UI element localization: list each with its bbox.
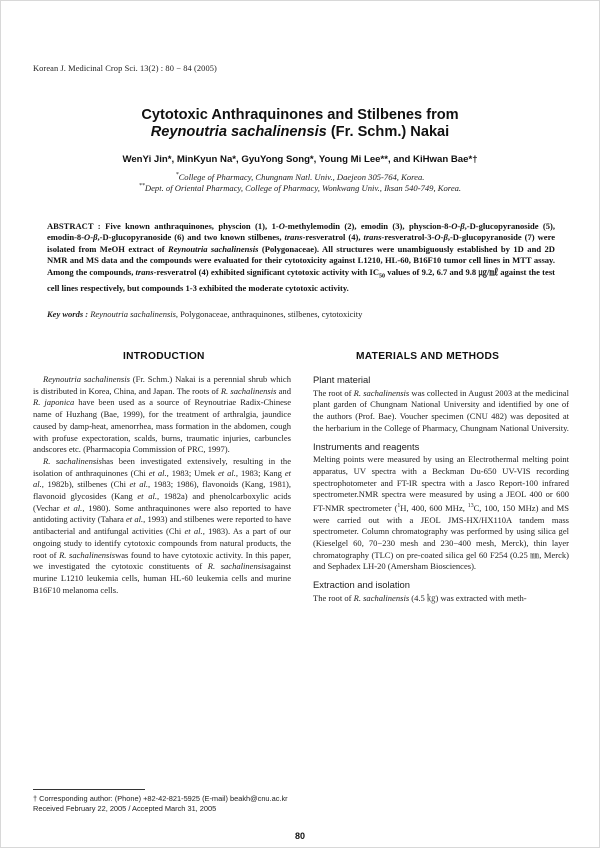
author-5: KiHwan Bae*†: [413, 154, 478, 165]
intro-italic: R. sachalinensis: [220, 385, 277, 396]
keywords-species: Reynoutria sachalinensis: [90, 309, 176, 319]
abstract: [47, 221, 555, 294]
methods-superscript: 1: [397, 503, 401, 510]
affiliation-2-text: Dept. of Oriental Pharmacy, College of Pharmacy, Wonkwang Univ., Iksan 540-749, Korea.: [144, 183, 462, 193]
extraction-paragraph: [313, 593, 569, 605]
methods-superscript: 13: [467, 503, 474, 510]
intro-italic: et al.: [129, 479, 148, 490]
methods-text: (4.5 ㎏) was extracted with meth-: [409, 592, 527, 603]
abstract-text: -resveratrol (4) exhibited significant cytotoxic activity with IC: [153, 266, 380, 277]
intro-text: , 1993) and stilbenes were reported to have antibacterial and antifungal activities (Chi: [33, 514, 292, 537]
abstract-text: -methylemodin (2), emodin (3), physcion-8-: [284, 221, 452, 231]
affiliation-1-mark: *: [175, 172, 179, 179]
abstract-subscript: 50: [379, 273, 386, 280]
abstract-italic: O: [278, 221, 285, 231]
abstract-italic: O: [451, 221, 458, 231]
methods-text: The root of: [313, 592, 354, 603]
abstract-text: values of 9.2, 6.7 and 9.8 ㎍/㎖ against the test cell lines respectively, but compounds 1-3 exhibited the moderate cytotoxic activity.: [47, 266, 555, 293]
intro-italic: et al.: [63, 502, 83, 513]
introduction-column: [33, 374, 291, 596]
title-line-1: Cytotoxic Anthraquinones and Stilbenes from: [141, 107, 459, 123]
received-date-footnote: Received February 22, 2005 / Accepted March 31, 2005: [33, 804, 217, 813]
abstract-label: ABSTRACT :: [47, 221, 106, 231]
introduction-heading: INTRODUCTION: [123, 351, 205, 362]
intro-italic: et al.: [217, 467, 236, 478]
abstract-text: -: [440, 232, 444, 243]
abstract-text: -resveratrol-3-: [381, 232, 435, 243]
title-species: Reynoutria sachalinensis: [150, 124, 327, 140]
abstract-italic: β: [443, 232, 448, 243]
intro-paragraph-1: [33, 374, 291, 456]
abstract-text: ,-D-glucopyranoside (5), emodin-8-: [47, 221, 556, 243]
title-line-2: [40, 124, 560, 141]
abstract-text: (Polygonaceae). All structures were unambiguously established by 1D and 2D NMR and MS data and the compounds were evaluated for their cytotoxicity against L1210, HL-60, B16F10 tumor cell lines in MTT assay. Among the compounds,: [47, 243, 555, 277]
extraction-heading: Extraction and isolation: [313, 579, 410, 591]
intro-italic: R. sachalinensis: [59, 549, 116, 560]
author-4: Young Mi Lee**: [318, 154, 388, 165]
author-3: GyuYong Song*: [241, 154, 314, 165]
abstract-text: Five known anthraquinones, physcion (1), 1-: [105, 221, 279, 231]
abstract-italic: trans: [284, 232, 303, 243]
plant-material-heading: Plant material: [313, 374, 371, 385]
title-line-2-rest: (Fr. Schm.) Nakai: [326, 124, 450, 140]
author-list: [40, 154, 560, 165]
intro-text: has been investigated extensively, resulting in the isolation of anthraquinones (Chi: [33, 455, 291, 478]
article-title: [40, 107, 560, 141]
author-2: MinKyun Na*: [176, 154, 237, 165]
author-separator: , and: [387, 154, 414, 165]
keywords: [47, 309, 555, 319]
author-separator: ,: [313, 154, 319, 165]
intro-italic: et al.: [148, 467, 167, 478]
affiliation-2: [40, 183, 560, 193]
methods-italic: R. sachalinensis: [353, 387, 410, 398]
intro-italic: R. sachalinensis: [207, 561, 267, 572]
abstract-italic: O: [84, 232, 91, 243]
intro-text: , 1983; Kang: [235, 467, 285, 478]
abstract-text: -resveratrol (4),: [302, 232, 364, 243]
abstract-text: ,-D-glucopyranoside (7) were isolated from MeOH extract of: [47, 232, 556, 254]
intro-italic: et al.: [137, 491, 158, 502]
intro-text: , 1983; 1986), flavonoids (Kang, 1981), flavonoid glycosides (Kang: [33, 479, 291, 502]
page-number: 80: [294, 831, 305, 841]
affiliation-1: [40, 172, 560, 182]
methods-text: The root of: [313, 387, 354, 398]
methods-text: Melting points were measured by using an Electrothermal melting point apparatus, UV spectra with a Beckman Du-650 UV-VIS recording spectrophotometer and FT-IR spectra with a Jasco Report-100 infrared spectrometer.NMR spectra were measured by using a JEOL 400 or 600 FT-NMR spectrometer (: [313, 454, 569, 513]
intro-italic: R. sachalinensis: [43, 455, 102, 466]
intro-italic: Reynoutria sachalinensis: [43, 374, 130, 384]
plant-material-paragraph: [313, 388, 569, 435]
intro-text: and: [276, 385, 291, 396]
intro-text: , 1983). As a part of our ongoing study to identify cytotoxic compounds from natural products, the root of: [33, 526, 291, 560]
intro-text: , 1982a) and phenolcarboxylic acids (Vechar: [33, 491, 292, 513]
intro-text: , 1980). Some anthraquinones were also reported to have antidoting activity (Tahara: [33, 502, 291, 525]
methods-column: [313, 374, 569, 605]
abstract-italic: β: [93, 232, 98, 243]
abstract-italic: O: [434, 232, 441, 243]
intro-italic: et al.: [33, 467, 292, 490]
methods-italic: R. sachalinensis: [353, 592, 410, 603]
abstract-italic: trans: [363, 232, 382, 243]
abstract-species: Reynoutria sachalinensis: [168, 243, 259, 254]
intro-text: , 1982b), stilbenes (Chi: [41, 479, 130, 490]
intro-text: (Fr. Schm.) Nakai is a perennial shrub which is distributed in Korea, China, and Japan. The roots of: [33, 374, 292, 396]
intro-text: have been used as a source of Reynoutriae Radix-Chinese name of Huzhang (Bae, 1999), for the treatment of arthralgia, jaundice caused by damp-heat, amenorrhea, mass formation in the abdomen, cough with profuse expectoration, scalds, burns, traumatic injuries, carbuncles andscores etc. (Pharmacopia Commission of PRC, 1997).: [33, 397, 292, 455]
abstract-text: -: [90, 232, 94, 243]
keywords-rest: , Polygonaceae, anthraquinones, stilbenes, cytotoxicity: [175, 309, 363, 319]
abstract-italic: trans: [135, 266, 154, 277]
corresponding-author-footnote: † Corresponding author: (Phone) +82-42-821-5925 (E-mail) beakh@cnu.ac.kr: [33, 794, 288, 803]
keywords-label: Key words :: [47, 309, 91, 319]
intro-text: , 1983; Umek: [166, 467, 218, 478]
intro-paragraph-2: [33, 456, 291, 596]
abstract-text: ,-D-glucopyranoside (6) and two known stilbenes,: [97, 232, 285, 243]
intro-italic: et al.: [125, 514, 144, 525]
affiliation-1-text: College of Pharmacy, Chungnam Natl. Univ., Daejeon 305-764, Korea.: [178, 172, 425, 182]
intro-text: against murine L1210 leukemia cells, human HL-60 leukemia cells and murine B16F10 melanoma cells.: [33, 561, 291, 595]
footnote-divider: [33, 789, 145, 790]
methods-text: C, 100, 150 MHz) and MS were carried out with a JEOL JMS-HX/HX110A tandem mass spectrometer. Column chromatography was performed by using silica gel (Kieselgel 60, 70−230 mesh and 230−400 mesh, Merck), thin layer chromatography (TLC) on pre-coated silica gel 60 F254 (0.25 ㎜, Merck) and Sephadex LH-20 (Amersham Biosciences).: [313, 502, 570, 572]
abstract-italic: β: [460, 221, 465, 231]
abstract-text: -: [457, 221, 461, 231]
methods-text: was collected in August 2003 at the medicinal plant garden of Chungnam National University and identified by one of the authors (Prof. Bae). Voucher specimen (CNU 482) was deposited at the herbarium in the College of Pharmacy, Chungnam National University.: [313, 387, 569, 433]
author-separator: ,: [236, 154, 242, 165]
author-separator: ,: [171, 154, 177, 165]
author-1: WenYi Jin*: [122, 154, 172, 165]
affiliation-2-mark: **: [138, 183, 145, 190]
methods-text: H, 400, 600 MHz,: [400, 502, 468, 513]
intro-italic: et al.: [184, 526, 203, 537]
journal-header: Korean J. Medicinal Crop Sci. 13(2) : 80 − 84 (2005): [33, 64, 217, 73]
intro-italic: R. japonica: [33, 397, 75, 408]
instruments-heading: Instruments and reagents: [313, 440, 420, 452]
materials-methods-heading: MATERIALS AND METHODS: [356, 351, 500, 362]
intro-text: was found to have cytotoxic activity. In this paper, we investigated the cytotoxic constituents of: [33, 549, 291, 572]
instruments-paragraph: [313, 454, 569, 573]
